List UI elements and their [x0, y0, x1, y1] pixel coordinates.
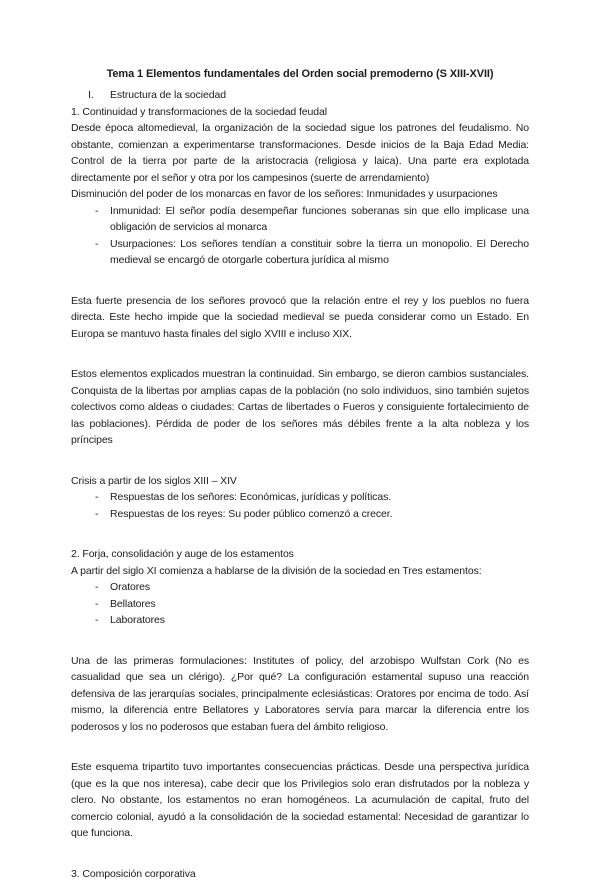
paragraph: Crisis a partir de los siglos XIII – XIV	[71, 473, 529, 490]
list-marker: -	[95, 612, 110, 629]
list-item	[71, 236, 529, 269]
paragraph: Este esquema tripartito tuvo importantes consecuencias prácticas. Desde una perspectiva jurídica (que es la que nos interesa), cabe decir que los Privilegios solo eran disfrutados por la nobleza y clero. No obstante, los estamentos no eran homogéneos. La acumulación de capital, fruto del comercio colonial, ayudó a la consolidación de la sociedad estamental: Necesidad de garantizar lo que funciona.	[71, 759, 529, 842]
list-item	[71, 489, 529, 506]
outline-numeral: I.	[88, 87, 110, 104]
paragraph: Esta fuerte presencia de los señores provocó que la relación entre el rey y los pueblos no fuera directa. Este hecho impide que la sociedad medieval se pueda considerar como un Estado. En Europa se mantuvo hasta finales del siglo XVIII e incluso XIX.	[71, 293, 529, 343]
list-item	[71, 596, 529, 613]
list-item	[71, 579, 529, 596]
list-item-text: Bellatores	[110, 596, 529, 613]
list-item-text: Respuestas de los señores: Económicas, jurídicas y políticas.	[110, 489, 529, 506]
paragraph: A partir del siglo XI comienza a hablarse de la división de la sociedad en Tres estamentos:	[71, 563, 529, 580]
list-item-text: Usurpaciones: Los señores tendían a constituir sobre la tierra un monopolio. El Derecho medieval se encargó de otorgarle cobertura jurídica al mismo	[110, 236, 529, 269]
paragraph: Estos elementos explicados muestran la continuidad. Sin embargo, se dieron cambios sustanciales. Conquista de la libertas por amplias capas de la población (no solo individuos, sino también sujetos colectivos como aldeas o ciudades: Cartas de libertades o Fueros y consiguiente fortalecimiento de las poblaciones). Pérdida de poder de los señores más débiles frente a la alta nobleza y los príncipes	[71, 366, 529, 449]
list-marker: -	[95, 506, 110, 523]
paragraph: Disminución del poder de los monarcas en favor de los señores: Inmunidades y usurpaciones	[71, 186, 529, 203]
outline-item	[71, 87, 529, 104]
list-item-text: Laboratores	[110, 612, 529, 629]
outline-label: Estructura de la sociedad	[110, 87, 529, 104]
list-marker: -	[95, 489, 110, 506]
paragraph: Desde época altomedieval, la organización de la sociedad sigue los patrones del feudalismo. No obstante, comienzan a experimentarse transformaciones. Desde inicios de la Baja Edad Media: Control de la tierra por parte de la aristocracia (religiosa y laica). Una parte era explotada directamente por el señor y otra por los campesinos (suerte de arrendamiento)	[71, 120, 529, 186]
list-item-text: Oratores	[110, 579, 529, 596]
paragraph: Una de las primeras formulaciones: Institutes of policy, del arzobispo Wulfstan Cork (No es casualidad que sea un clérigo). ¿Por qué? La configuración estamental supuso una reacción defensiva de las jerarquías sociales, principalmente eclesiásticas: Oratores por encima de todo. Así mismo, la diferencia entre Bellatores y Laboratores servía para marcar la diferencia entre los poderosos y los no poderosos que estaban fuera del ámbito religioso.	[71, 653, 529, 736]
list-item	[71, 203, 529, 236]
section-heading-3: 3. Composición corporativa	[71, 866, 529, 882]
list-item-text: Respuestas de los reyes: Su poder público comenzó a crecer.	[110, 506, 529, 523]
list-marker: -	[95, 596, 110, 613]
list-marker: -	[95, 203, 110, 236]
list-marker: -	[95, 236, 110, 269]
list-item	[71, 506, 529, 523]
section-heading-2: 2. Forja, consolidación y auge de los estamentos	[71, 546, 529, 563]
list-marker: -	[95, 579, 110, 596]
list-item	[71, 612, 529, 629]
document-title: Tema 1 Elementos fundamentales del Orden social premoderno (S XIII-XVII)	[71, 66, 529, 83]
list-item-text: Inmunidad: El señor podía desempeñar funciones soberanas sin que ello implicase una obligación de servicios al monarca	[110, 203, 529, 236]
section-heading-1: 1. Continuidad y transformaciones de la sociedad feudal	[71, 104, 529, 121]
